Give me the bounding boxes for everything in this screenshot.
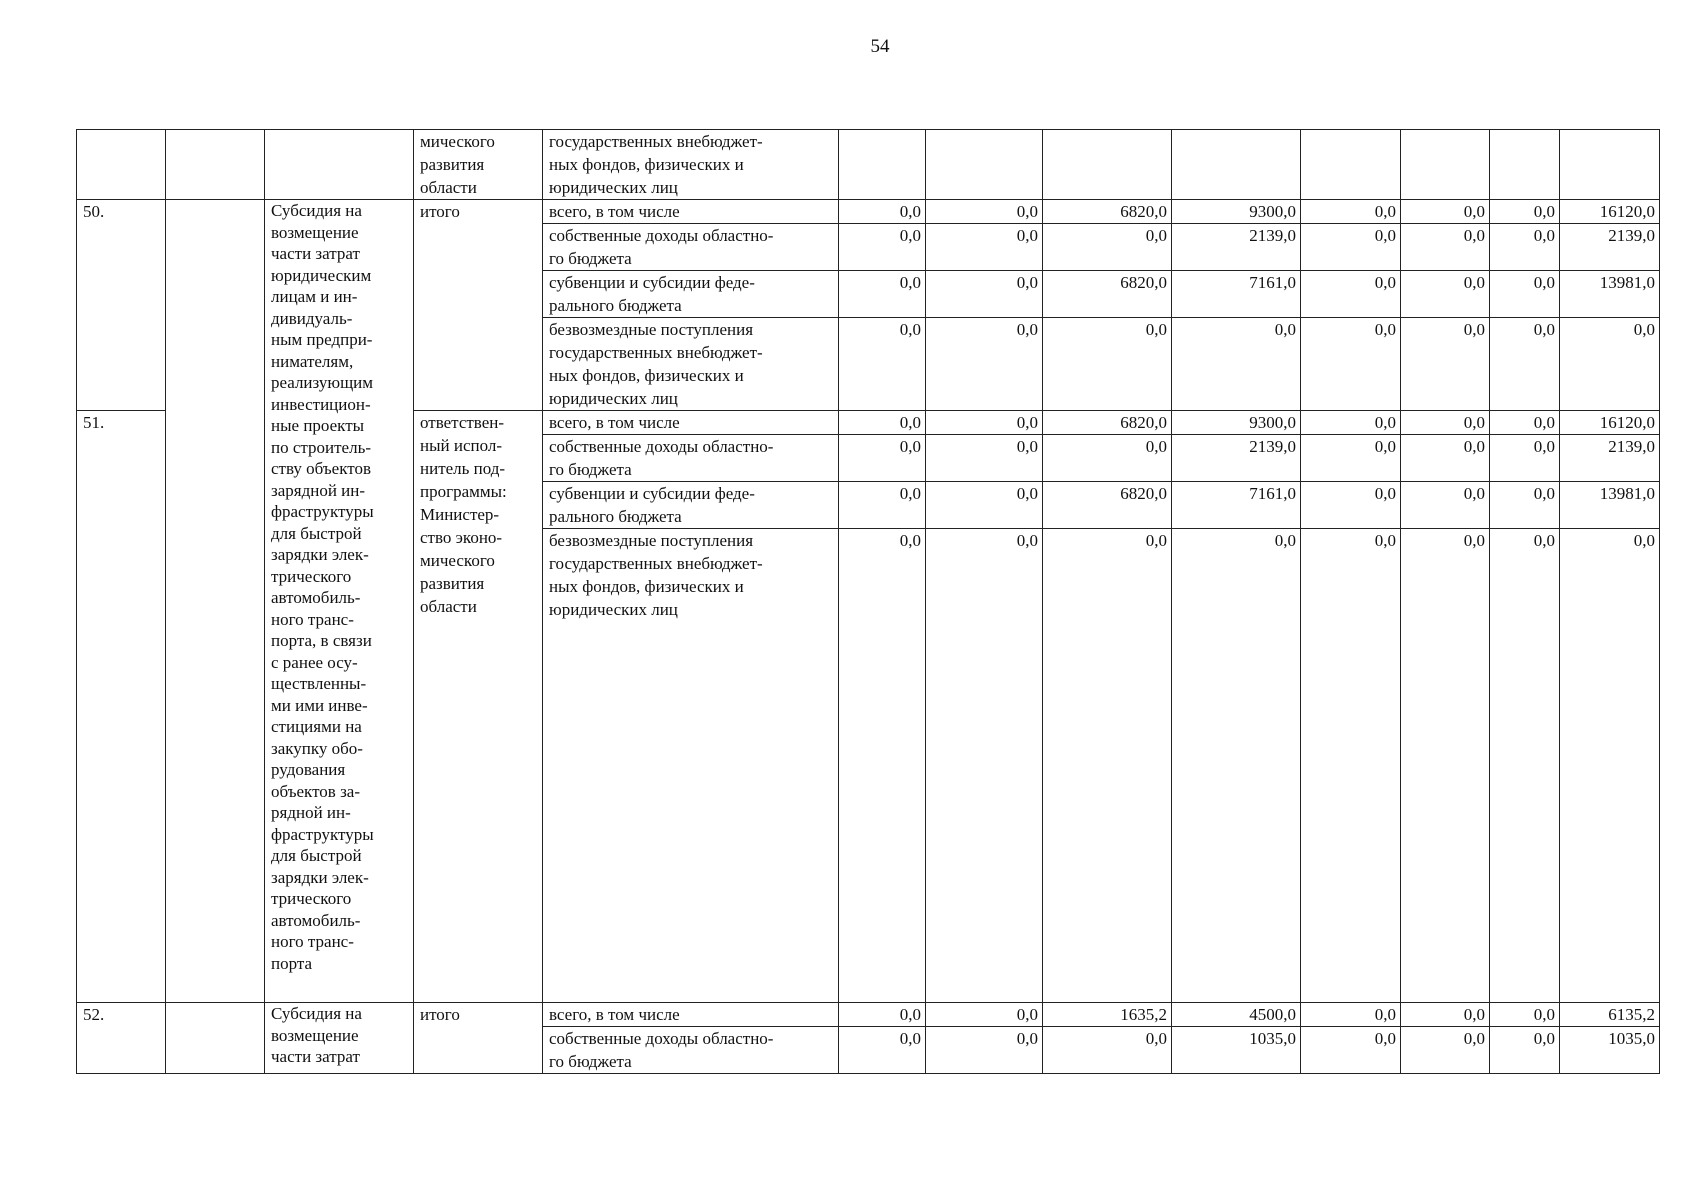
cell-number bbox=[77, 130, 166, 200]
cell-value: 0,0 bbox=[1301, 482, 1401, 529]
cell-value: 0,0 bbox=[1301, 224, 1401, 271]
cell-value bbox=[1043, 130, 1172, 200]
cell-source: всего, в том числе bbox=[543, 411, 839, 435]
cell-value: 0,0 bbox=[1490, 529, 1560, 1003]
cell-value: 13981,0 bbox=[1560, 482, 1660, 529]
cell-executor: итого bbox=[414, 200, 543, 411]
cell-empty bbox=[166, 200, 265, 1003]
cell-value: 0,0 bbox=[1301, 200, 1401, 224]
cell-value: 7161,0 bbox=[1172, 271, 1301, 318]
cell-value: 0,0 bbox=[926, 318, 1043, 411]
cell-value: 0,0 bbox=[839, 271, 926, 318]
cell-value: 0,0 bbox=[1301, 411, 1401, 435]
cell-value: 0,0 bbox=[926, 271, 1043, 318]
cell-value: 2139,0 bbox=[1172, 435, 1301, 482]
cell-value: 0,0 bbox=[1301, 529, 1401, 1003]
cell-value: 0,0 bbox=[1490, 482, 1560, 529]
cell-empty bbox=[166, 130, 265, 200]
cell-value: 0,0 bbox=[1043, 1027, 1172, 1074]
cell-value: 0,0 bbox=[1043, 529, 1172, 1003]
cell-value: 0,0 bbox=[1401, 435, 1490, 482]
cell-source: собственные доходы областно- го бюджета bbox=[543, 435, 839, 482]
cell-source: всего, в том числе bbox=[543, 200, 839, 224]
cell-source: субвенции и субсидии феде- рального бюджета bbox=[543, 271, 839, 318]
cell-value: 0,0 bbox=[1490, 1027, 1560, 1074]
cell-value bbox=[1490, 130, 1560, 200]
cell-value: 0,0 bbox=[926, 224, 1043, 271]
cell-executor: мического развития области bbox=[414, 130, 543, 200]
cell-executor: ответствен- ный испол- нитель под- программы: Министер- ство эконо- мического развития области bbox=[414, 411, 543, 1003]
cell-value: 2139,0 bbox=[1172, 224, 1301, 271]
cell-value: 0,0 bbox=[1043, 435, 1172, 482]
cell-value: 2139,0 bbox=[1560, 224, 1660, 271]
cell-value: 0,0 bbox=[1401, 224, 1490, 271]
cell-value: 0,0 bbox=[1301, 1003, 1401, 1027]
cell-executor: итого bbox=[414, 1003, 543, 1074]
cell-value: 0,0 bbox=[1490, 318, 1560, 411]
cell-value: 0,0 bbox=[1560, 318, 1660, 411]
cell-number: 52. bbox=[77, 1003, 166, 1074]
cell-value: 0,0 bbox=[839, 1027, 926, 1074]
cell-value: 0,0 bbox=[839, 529, 926, 1003]
cell-value: 0,0 bbox=[1401, 271, 1490, 318]
cell-value: 0,0 bbox=[839, 224, 926, 271]
cell-empty bbox=[166, 1003, 265, 1074]
cell-value: 0,0 bbox=[1490, 224, 1560, 271]
cell-value bbox=[839, 130, 926, 200]
cell-value: 0,0 bbox=[1490, 1003, 1560, 1027]
page-number: 54 bbox=[870, 36, 890, 57]
cell-number: 50. bbox=[77, 200, 166, 411]
cell-value: 7161,0 bbox=[1172, 482, 1301, 529]
cell-value: 0,0 bbox=[1401, 411, 1490, 435]
cell-value: 0,0 bbox=[839, 482, 926, 529]
continuation-row bbox=[77, 130, 1660, 200]
cell-value: 1035,0 bbox=[1172, 1027, 1301, 1074]
cell-value: 6820,0 bbox=[1043, 411, 1172, 435]
cell-value: 0,0 bbox=[839, 1003, 926, 1027]
cell-name: Субсидия на возмещение части затрат bbox=[265, 1003, 414, 1074]
cell-value: 0,0 bbox=[1301, 435, 1401, 482]
cell-name: Субсидия на возмещение части затрат юридическим лицам и ин- дивидуаль- ным предпри- нимателям, реализующим инвестицион- ные проекты по строитель- ству объектов зарядной ин- фраструктуры для быстрой зарядки элек- трического автомобиль- ного транс- порта, в связи с ранее осу- ществленны- ми ими инве- стициями на закупку обо- рудования объектов за- рядной ин- фраструктуры для быстрой зарядки элек- трического автомобиль- ного транс- порта bbox=[265, 200, 414, 1003]
cell-value: 13981,0 bbox=[1560, 271, 1660, 318]
cell-source: безвозмездные поступления государственных внебюджет- ных фондов, физических и юридических лиц bbox=[543, 318, 839, 411]
cell-value: 0,0 bbox=[1301, 318, 1401, 411]
cell-number: 51. bbox=[77, 411, 166, 1003]
cell-source: субвенции и субсидии феде- рального бюджета bbox=[543, 482, 839, 529]
cell-name bbox=[265, 130, 414, 200]
cell-value: 6135,2 bbox=[1560, 1003, 1660, 1027]
cell-value: 0,0 bbox=[1401, 1027, 1490, 1074]
cell-value: 0,0 bbox=[1490, 271, 1560, 318]
cell-source: всего, в том числе bbox=[543, 1003, 839, 1027]
cell-value: 0,0 bbox=[926, 435, 1043, 482]
cell-value bbox=[1560, 130, 1660, 200]
table-row bbox=[77, 200, 1660, 224]
budget-table bbox=[76, 129, 1660, 1074]
cell-value: 0,0 bbox=[839, 318, 926, 411]
cell-value: 6820,0 bbox=[1043, 271, 1172, 318]
cell-source: государственных внебюджет- ных фондов, физических и юридических лиц bbox=[543, 130, 839, 200]
cell-value: 0,0 bbox=[926, 1003, 1043, 1027]
cell-value: 0,0 bbox=[926, 529, 1043, 1003]
cell-value: 0,0 bbox=[926, 482, 1043, 529]
cell-value: 2139,0 bbox=[1560, 435, 1660, 482]
cell-source: безвозмездные поступления государственных внебюджет- ных фондов, физических и юридических лиц bbox=[543, 529, 839, 1003]
cell-value: 0,0 bbox=[839, 200, 926, 224]
cell-value: 16120,0 bbox=[1560, 411, 1660, 435]
cell-value: 4500,0 bbox=[1172, 1003, 1301, 1027]
cell-value: 0,0 bbox=[926, 200, 1043, 224]
cell-value: 1635,2 bbox=[1043, 1003, 1172, 1027]
cell-value: 0,0 bbox=[839, 435, 926, 482]
cell-value: 6820,0 bbox=[1043, 200, 1172, 224]
cell-value: 1035,0 bbox=[1560, 1027, 1660, 1074]
cell-value: 0,0 bbox=[1301, 271, 1401, 318]
cell-source: собственные доходы областно- го бюджета bbox=[543, 1027, 839, 1074]
cell-value: 0,0 bbox=[1401, 318, 1490, 411]
cell-value bbox=[1401, 130, 1490, 200]
cell-value: 0,0 bbox=[1401, 482, 1490, 529]
cell-value bbox=[1301, 130, 1401, 200]
cell-value: 6820,0 bbox=[1043, 482, 1172, 529]
cell-value: 0,0 bbox=[926, 411, 1043, 435]
cell-value: 9300,0 bbox=[1172, 411, 1301, 435]
cell-value: 0,0 bbox=[1172, 529, 1301, 1003]
cell-value: 0,0 bbox=[1560, 529, 1660, 1003]
cell-value: 0,0 bbox=[1490, 435, 1560, 482]
cell-value: 0,0 bbox=[1401, 200, 1490, 224]
cell-value bbox=[926, 130, 1043, 200]
table-row bbox=[77, 1003, 1660, 1027]
cell-value: 9300,0 bbox=[1172, 200, 1301, 224]
cell-value: 0,0 bbox=[1043, 318, 1172, 411]
cell-value: 0,0 bbox=[839, 411, 926, 435]
cell-value: 0,0 bbox=[1401, 1003, 1490, 1027]
cell-value: 0,0 bbox=[1490, 200, 1560, 224]
cell-value: 0,0 bbox=[1043, 224, 1172, 271]
cell-value: 0,0 bbox=[1490, 411, 1560, 435]
cell-source: собственные доходы областно- го бюджета bbox=[543, 224, 839, 271]
cell-value bbox=[1172, 130, 1301, 200]
cell-value: 0,0 bbox=[926, 1027, 1043, 1074]
cell-value: 0,0 bbox=[1301, 1027, 1401, 1074]
cell-value: 0,0 bbox=[1401, 529, 1490, 1003]
cell-value: 0,0 bbox=[1172, 318, 1301, 411]
table-body bbox=[77, 130, 1660, 1074]
cell-value: 16120,0 bbox=[1560, 200, 1660, 224]
